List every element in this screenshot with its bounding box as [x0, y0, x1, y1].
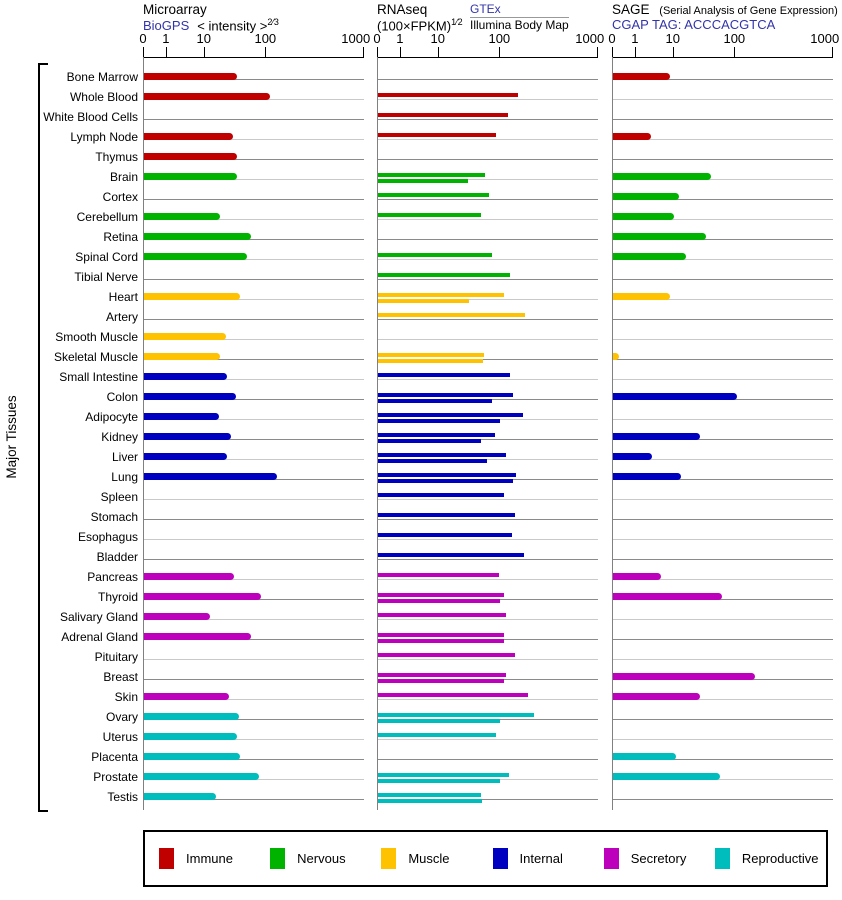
- row-track-line: [378, 579, 598, 580]
- legend-label: Secretory: [630, 851, 687, 866]
- row-track-line: [613, 339, 833, 340]
- expression-bar: [613, 453, 652, 460]
- row-track-line: [378, 379, 598, 380]
- axis-tick-label: 100: [723, 31, 746, 46]
- expression-bar: [144, 573, 234, 580]
- expression-bar: [378, 693, 528, 697]
- expression-bar: [378, 553, 524, 557]
- expression-bar: [613, 593, 722, 600]
- expression-bar: [378, 793, 481, 797]
- row-track-line: [378, 559, 598, 560]
- tissue-label-small-intestine: Small Intestine: [59, 370, 138, 384]
- expression-bar: [378, 779, 500, 783]
- expression-bar: [378, 733, 496, 737]
- expression-bar: [613, 393, 737, 400]
- tissue-label-artery: Artery: [105, 310, 138, 324]
- row-track-line: [144, 519, 364, 520]
- tissue-label-heart: Heart: [108, 290, 138, 304]
- sage-title-text: SAGE: [612, 2, 650, 17]
- row-track-line: [378, 99, 598, 100]
- tissue-label-kidney: Kidney: [101, 430, 138, 444]
- tissue-label-pituitary: Pituitary: [94, 650, 138, 664]
- expression-bar: [378, 273, 510, 277]
- expression-bar: [378, 413, 523, 417]
- tissue-label-prostate: Prostate: [93, 770, 138, 784]
- expression-bar: [144, 173, 237, 180]
- expression-bar: [144, 233, 251, 240]
- expression-bar: [613, 233, 706, 240]
- expression-bar: [378, 493, 504, 497]
- row-track-line: [378, 259, 598, 260]
- row-track-line: [613, 499, 833, 500]
- row-track-line: [613, 639, 833, 640]
- tissue-label-spinal-cord: Spinal Cord: [75, 250, 138, 264]
- row-track-line: [144, 199, 364, 200]
- row-track-line: [613, 559, 833, 560]
- expression-bar: [378, 459, 487, 463]
- tissue-label-thymus: Thymus: [95, 150, 138, 164]
- tissue-label-skeletal-muscle: Skeletal Muscle: [53, 350, 138, 364]
- expression-bar: [378, 613, 506, 617]
- major-tissues-axis-label: Major Tissues: [4, 395, 19, 479]
- expression-bar: [378, 359, 483, 363]
- axis-line: [612, 57, 833, 58]
- expression-bar: [378, 253, 492, 257]
- row-track-line: [378, 239, 598, 240]
- row-track-line: [378, 199, 598, 200]
- row-track-line: [613, 659, 833, 660]
- axis-tick-mark: [635, 47, 636, 57]
- expression-bar: [378, 213, 481, 217]
- axis-tick-label: 1000: [810, 31, 840, 46]
- expression-bar: [378, 93, 518, 97]
- illumina-body-map-label: Illumina Body Map: [470, 18, 569, 32]
- tissue-label-brain: Brain: [109, 170, 138, 184]
- expression-bar: [378, 633, 504, 637]
- rnaseq-sources: [470, 3, 569, 32]
- expression-bar: [378, 593, 504, 597]
- row-track-line: [378, 659, 598, 660]
- expression-bar: [144, 333, 226, 340]
- expression-bar: [144, 433, 231, 440]
- expression-bar: [144, 153, 237, 160]
- row-track-line: [613, 619, 833, 620]
- expression-bar: [613, 133, 651, 140]
- expression-bar: [378, 313, 525, 317]
- legend-item-muscle: [381, 848, 492, 869]
- axis-tick-label: 10: [665, 31, 680, 46]
- axis-tick-mark: [499, 47, 500, 57]
- row-track-line: [144, 659, 364, 660]
- axis-tick-mark: [438, 47, 439, 57]
- expression-bar: [144, 613, 210, 620]
- expression-bar: [613, 253, 686, 260]
- expression-bar: [144, 213, 220, 220]
- expression-bar: [378, 399, 492, 403]
- axis-tick-label: 0: [139, 31, 147, 46]
- row-track-line: [144, 279, 364, 280]
- axis-tick-mark: [832, 47, 833, 57]
- expression-bar: [378, 599, 500, 603]
- expression-bar: [378, 719, 500, 723]
- expression-bar: [613, 353, 619, 360]
- expression-bar: [378, 179, 468, 183]
- row-track-line: [613, 799, 833, 800]
- tissue-label-breast: Breast: [103, 670, 138, 684]
- row-track-line: [144, 539, 364, 540]
- row-track-line: [613, 359, 833, 360]
- cgap-tag-link[interactable]: CGAP TAG: ACCCACGTCA: [612, 17, 776, 32]
- expression-bar: [144, 633, 251, 640]
- row-track-line: [613, 279, 833, 280]
- legend-swatch-reproductive: [715, 848, 730, 869]
- row-track-line: [378, 139, 598, 140]
- expression-bar: [378, 393, 513, 397]
- expression-bar: [144, 393, 236, 400]
- expression-bar: [613, 573, 661, 580]
- legend-item-nervous: [270, 848, 381, 869]
- expression-bar: [378, 533, 512, 537]
- expression-bar: [144, 73, 237, 80]
- row-track-line: [378, 499, 598, 500]
- tissue-label-skin: Skin: [114, 690, 138, 704]
- legend-item-secretory: [604, 848, 715, 869]
- tissue-label-cortex: Cortex: [102, 190, 138, 204]
- tissue-label-lymph-node: Lymph Node: [70, 130, 138, 144]
- expression-bar: [613, 173, 711, 180]
- axis-tick-mark: [204, 47, 205, 57]
- row-track-line: [378, 519, 598, 520]
- expression-bar: [144, 793, 216, 800]
- tissue-label-placenta: Placenta: [91, 750, 138, 764]
- expression-bar: [378, 173, 485, 177]
- axis-tick-mark: [400, 47, 401, 57]
- expression-bar: [144, 753, 240, 760]
- expression-bar: [378, 799, 482, 803]
- expression-bar: [144, 473, 277, 480]
- expression-bar: [613, 673, 755, 680]
- rnaseq-formula: [377, 17, 463, 33]
- tissue-label-salivary-gland: Salivary Gland: [59, 610, 138, 624]
- legend-label: Internal: [519, 851, 563, 866]
- tissue-label-ovary: Ovary: [105, 710, 138, 724]
- expression-bar: [613, 773, 720, 780]
- expression-bar: [144, 733, 237, 740]
- expression-bar: [378, 353, 484, 357]
- row-track-line: [378, 699, 598, 700]
- expression-bar: [613, 293, 670, 300]
- tissue-label-tibial-nerve: Tibial Nerve: [74, 270, 138, 284]
- tissue-label-spleen: Spleen: [100, 490, 138, 504]
- row-track-line: [144, 319, 364, 320]
- fpkm-label: (100×FPKM): [377, 18, 452, 34]
- row-track-line: [378, 79, 598, 80]
- legend-swatch-nervous: [270, 848, 285, 869]
- tissue-label-stomach: Stomach: [90, 510, 138, 524]
- legend-item-internal: [493, 848, 604, 869]
- axis-tick-mark: [612, 47, 613, 57]
- tissue-label-lung: Lung: [111, 470, 138, 484]
- tissue-label-white-blood-cells: White Blood Cells: [43, 110, 138, 124]
- expression-bar: [378, 373, 510, 377]
- expression-bar: [144, 373, 227, 380]
- legend-label: Muscle: [408, 851, 450, 866]
- biogps-link[interactable]: BioGPS: [143, 18, 190, 34]
- tissue-label-smooth-muscle: Smooth Muscle: [55, 330, 138, 344]
- expression-bar: [613, 193, 679, 200]
- legend-label: Nervous: [297, 851, 346, 866]
- tissue-label-pancreas: Pancreas: [87, 570, 138, 584]
- expression-bar: [144, 693, 229, 700]
- expression-bar: [378, 639, 504, 643]
- axis-tick-label: 10: [196, 31, 211, 46]
- tissue-label-thyroid: Thyroid: [97, 590, 138, 604]
- axis-tick-mark: [265, 47, 266, 57]
- tissue-label-testis: Testis: [107, 790, 138, 804]
- expression-bar: [378, 113, 508, 117]
- expression-bar: [378, 713, 534, 717]
- tissue-label-adipocyte: Adipocyte: [85, 410, 138, 424]
- legend-swatch-immune: [159, 848, 174, 869]
- tissue-label-bladder: Bladder: [96, 550, 138, 564]
- expression-bar: [613, 473, 681, 480]
- row-track-line: [378, 539, 598, 540]
- expression-bar: [378, 473, 516, 477]
- row-track-line: [378, 319, 598, 320]
- tissue-label-whole-blood: Whole Blood: [69, 90, 138, 104]
- legend-label: Reproductive: [741, 851, 819, 866]
- expression-bar: [144, 413, 219, 420]
- expression-bar: [378, 673, 506, 677]
- expression-bar: [378, 293, 504, 297]
- expression-bar: [378, 193, 489, 197]
- expression-bar: [378, 653, 515, 657]
- intensity-exponent: 2⁄3: [267, 17, 279, 27]
- axis-tick-mark: [734, 47, 735, 57]
- expression-bar: [378, 573, 499, 577]
- axis-tick-label: 0: [373, 31, 381, 46]
- legend-swatch-internal: [493, 848, 508, 869]
- row-track-line: [378, 119, 598, 120]
- axis-line: [143, 57, 364, 58]
- row-track-line: [144, 119, 364, 120]
- axis-tick-mark: [673, 47, 674, 57]
- axis-tick-label: 0: [608, 31, 616, 46]
- fpkm-exponent: 1⁄2: [451, 17, 463, 27]
- tissue-label-bone-marrow: Bone Marrow: [66, 70, 138, 84]
- row-track-line: [613, 119, 833, 120]
- row-track-line: [613, 379, 833, 380]
- row-track-line: [378, 339, 598, 340]
- expression-bar: [144, 773, 259, 780]
- row-track-line: [378, 739, 598, 740]
- expression-bar: [378, 513, 515, 517]
- expression-bar: [378, 679, 504, 683]
- intensity-label: < intensity >: [197, 18, 268, 34]
- expression-bar: [144, 593, 261, 600]
- axis-tick-label: 1000: [341, 31, 371, 46]
- axis-tick-mark: [166, 47, 167, 57]
- tissue-label-cerebellum: Cerebellum: [76, 210, 138, 224]
- expression-bar: [378, 439, 481, 443]
- row-track-line: [378, 619, 598, 620]
- axis-tick-label: 100: [254, 31, 277, 46]
- row-track-line: [613, 319, 833, 320]
- row-track-line: [613, 539, 833, 540]
- tissue-label-adrenal-gland: Adrenal Gland: [61, 630, 138, 644]
- legend-item-reproductive: [715, 848, 826, 869]
- legend-swatch-muscle: [381, 848, 396, 869]
- row-track-line: [613, 419, 833, 420]
- axis-tick-label: 1: [631, 31, 639, 46]
- expression-bar: [144, 453, 227, 460]
- expression-bar: [144, 293, 240, 300]
- axis-tick-mark: [597, 47, 598, 57]
- expression-bar: [378, 479, 513, 483]
- legend-swatch-secretory: [604, 848, 619, 869]
- row-track-line: [378, 159, 598, 160]
- row-track-line: [613, 719, 833, 720]
- expression-bar: [613, 693, 700, 700]
- tissue-label-retina: Retina: [103, 230, 138, 244]
- sage-panel-title: [612, 2, 838, 17]
- tissue-label-uterus: Uterus: [102, 730, 138, 744]
- axis-tick-mark: [363, 47, 364, 57]
- expression-bar: [613, 433, 700, 440]
- microarray-panel-title: Microarray: [143, 2, 207, 17]
- tissue-label-colon: Colon: [106, 390, 138, 404]
- axis-line: [377, 57, 598, 58]
- axis-tick-label: 1: [396, 31, 404, 46]
- legend-label: Immune: [186, 851, 233, 866]
- rnaseq-panel-title: RNAseq: [377, 2, 428, 17]
- axis-tick-label: 1: [162, 31, 170, 46]
- expression-bar: [144, 353, 220, 360]
- row-track-line: [613, 739, 833, 740]
- row-track-line: [378, 279, 598, 280]
- expression-bar: [144, 253, 247, 260]
- legend: [143, 830, 828, 887]
- expression-bar: [144, 93, 270, 100]
- expression-bar: [378, 773, 509, 777]
- row-track-line: [144, 679, 364, 680]
- axis-tick-label: 10: [430, 31, 445, 46]
- expression-bar: [613, 213, 674, 220]
- row-track-line: [613, 519, 833, 520]
- gtex-link[interactable]: GTEx: [470, 3, 569, 18]
- axis-tick-mark: [143, 47, 144, 57]
- row-track-line: [613, 99, 833, 100]
- axis-tick-label: 1000: [575, 31, 605, 46]
- tissue-label-liver: Liver: [111, 450, 138, 464]
- expression-bar: [378, 419, 500, 423]
- row-track-line: [144, 559, 364, 560]
- expression-bar: [613, 73, 670, 80]
- expression-bar: [378, 453, 506, 457]
- expression-bar: [613, 753, 676, 760]
- axis-tick-label: 100: [488, 31, 511, 46]
- expression-bar: [378, 299, 469, 303]
- tissue-label-esophagus: Esophagus: [77, 530, 138, 544]
- expression-bar: [378, 133, 496, 137]
- row-track-line: [144, 499, 364, 500]
- expression-bar: [144, 133, 233, 140]
- row-track-line: [378, 219, 598, 220]
- row-track-line: [613, 159, 833, 160]
- axis-tick-mark: [377, 47, 378, 57]
- legend-item-immune: [159, 848, 270, 869]
- row-track-line: [378, 759, 598, 760]
- sage-note: (Serial Analysis of Gene Expression): [659, 5, 838, 17]
- expression-bar: [144, 713, 239, 720]
- expression-bar: [378, 433, 495, 437]
